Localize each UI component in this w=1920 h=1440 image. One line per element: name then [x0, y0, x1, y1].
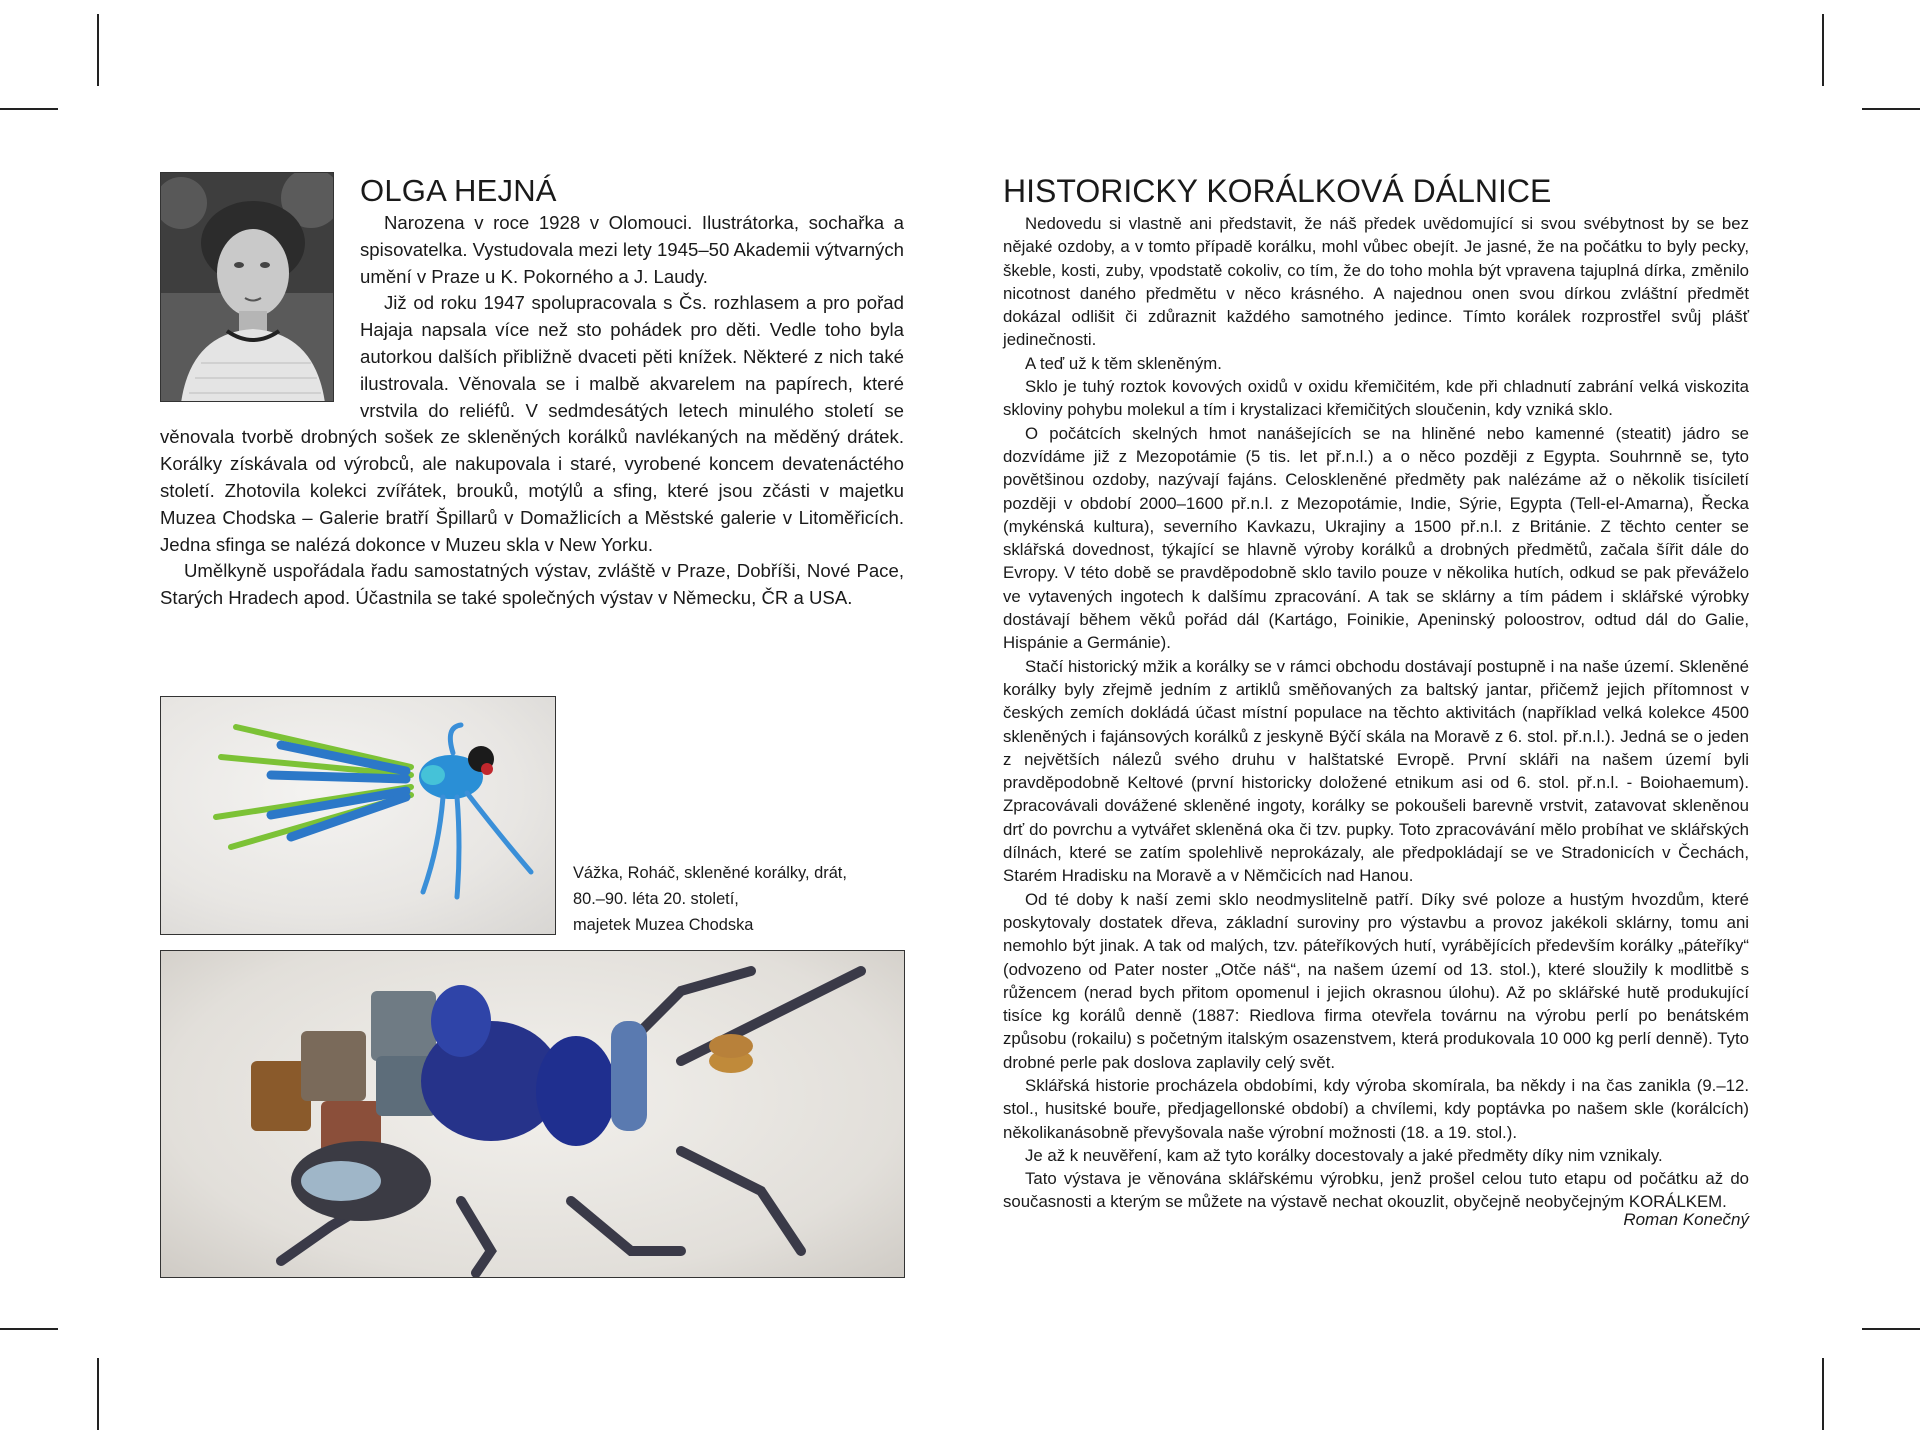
paragraph: Sklářská historie procházela obdobími, kdy výroba skomírala, ba někdy i na čas zanikla (9.–12. stol., husitské bouře, předjagellonské období) a chvílemi, kdy poptávka po našem skle (korálcích) několikanásobně převyšovala naše výrobní možnosti (18. a 19. stol.).	[1003, 1075, 1749, 1142]
paragraph: Od té doby k naší zemi sklo neodmyslitelně patří. Díky své poloze a hustým hvozdům, které poskytovaly dostatek dřeva, základní suroviny pro výstavbu a provoz jakékoli sklárny, tomu ani nemohlo být jinak. A tak od malých, tzv. páteříkových hutí, vyrábějících především korálky „páteříky“ (odvozeno od Pater noster „Otče náš“, na našem území od 13. stol.), které sloužily k modlitbě s růžencem (nerad bych přitom opomenul i jejich okrasnou úlohu). Až po sklářské hutě produkující tisíce kg korálů denně (1887: Riedlova firma otevřela továrnu na výrobu perlí po benátském způsobu (rokailu) s početným italským osazenstvem, která produkovala 10 000 kg perlí denně). Tyto drobné perle pak doslova zaplavily celý svět.	[1003, 889, 1749, 1072]
paragraph: Narozena v roce 1928 v Olomouci. Ilustrátorka, sochařka a spisovatelka. Vystudovala mezi lety 1945–50 Akademii výtvarných umění v Praze u K. Pokorného a J. Laudy.	[360, 212, 904, 287]
paragraph: Stačí historický mžik a korálky se v rámci obchodu dostávají postupně i na naše území. Skleněné korálky byly zřejmě jedním z artiklů směňovaných za baltský jantar, přičemž jejich přítomnost v českých zemích dokládá účast místní populace na těchto aktivitách (například velká kolekce 4500 skleněných i fajánsových korálků z jeskyně Býčí skála na Moravě z 6. stol. př.n.l.). Jedná se o jeden z největších nálezů svého druhu v halštatské Evropě. První skláři na našem území byli pravděpodobně Keltové (první historicky doložené etnikum asi od 6. stol. př.n.l. - Boiohaemum). Zpracovávali dovážené skleněné ingoty, korálky se pokoušeli barevně vrstvit, zatavovat skleněnou drť do povrchu a vytvářet skleněná oka či tzv. pupky. Toto zpracovávání mělo probíhat ve sklářských dílnách, které se zatím spolehlivě neprokázaly, ale předpokládají se ve Stradonicích v Čechách, Starém Hradisku na Moravě a v Němčicích nad Hanou.	[1003, 656, 1749, 886]
crop-mark	[1862, 108, 1920, 110]
author-section	[160, 172, 904, 612]
crop-mark	[97, 14, 99, 86]
paragraph: O počátcích skelných hmot nanášejících se na hliněné nebo kamenné (steatit) jádro se dozvídáme již z Mezopotámie (5 tis. let př.n.l.) a o něco později z Egypta. Souhrnně se, tyto povětšinou ozdoby, nazývají fajáns. Celoskleněné předměty pak nalézáme až o několik tisíciletí později v období 2000–1600 př.n.l. z Mezopotámie, Indie, Sýrie, Egypta (Tell-el-Amarna), Řecka (mykénská kultura), severního Kavkazu, Ukrajiny a 1500 př.n.l. z Británie. Z těchto center se sklářská dovednost, týkající se hlavně výroby korálků a drobných předmětů, začala šířit dále do Evropy. V této době se pravděpodobně sklo tavilo pouze v několika hutích, odkud se pak převáželo ve vytavených ingotech k dalšímu zpracování. A tak se sklárny a tím pádem i sklářské výrobky dostávají během věků pořád dál (Kartágo, Foinikie, Apeninský poloostrov, odtud dál do Galie, Hispánie a Germánie).	[1003, 423, 1749, 653]
crop-mark	[1822, 14, 1824, 86]
paragraph: Sklo je tuhý roztok kovových oxidů v oxidu křemičitém, kde při chladnutí zabrání velká viskozita skloviny pohybu molekul a tím i krystalizaci křemičitých sloučenin, kdy vzniká sklo.	[1003, 377, 1749, 420]
dragonfly-image	[161, 697, 556, 935]
crop-mark	[0, 1328, 58, 1330]
caption-line: Vážka, Roháč, skleněné korálky, drát,	[573, 864, 847, 882]
portrait-image	[161, 173, 334, 402]
crop-mark	[1822, 1358, 1824, 1430]
article-title: HISTORICKY KORÁLKOVÁ DÁLNICE	[1003, 173, 1552, 209]
author-name: OLGA HEJNÁ	[360, 173, 557, 208]
paragraph: Nedovedu si vlastně ani představit, že náš předek uvědomující si svou svébytnost by se bez nějaké ozdoby, a v tomto případě korálku, mohl vůbec obejít. Je jasné, že na počátku to byly pecky, škeble, kosti, zuby, vpodstatě cokoliv, co tím, že do toho mohla být vpravena tajuplná dírka, změnilo nicotnost daného předmětu v něco krásného. A najednou onen svou dírkou zvláštní předmět dokázal odlišit či zdůraznit každého samotného jedince. Tímto korálek rozprostřel svůj plášť jedinečnosti.	[1003, 214, 1749, 350]
author-signature: Roman Konečný	[1623, 1209, 1749, 1229]
crop-mark	[97, 1358, 99, 1430]
caption-line: 80.–90. léta 20. století,	[573, 890, 739, 908]
paragraph: A teď už k těm skleněným.	[1025, 353, 1222, 373]
paragraph: Je až k neuvěření, kam až tyto korálky docestovaly a jaké předměty díky nim vznikaly.	[1025, 1145, 1663, 1165]
crop-mark	[0, 108, 58, 110]
beetle-photo	[160, 950, 905, 1278]
beetle-image	[161, 951, 905, 1278]
crop-mark	[1862, 1328, 1920, 1330]
article-section	[1003, 172, 1749, 1230]
caption-line: majetek Muzea Chodska	[573, 916, 754, 934]
dragonfly-photo	[160, 696, 556, 935]
paragraph: Již od roku 1947 spolupracovala s Čs. rozhlasem a pro pořad Hajaja napsala více než sto pohádek pro děti. Vedle toho byla autorkou dalších přibližně dvaceti pěti knížek. Některé z nich také ilustrovala. Věnovala se i malbě akvarelem na papírech, které vrstvila do reliéfů. V sedmdesátých letech minulého století se věnovala tvorbě drobných sošek ze skleněných korálků navlékaných na měděný drátek. Korálky získávala od výrobců, ale nakupovala i staré, vyrobené koncem devatenáctého století. Zhotovila kolekci zvířátek, brouků, motýlů a sfing, které jsou zčásti v majetku Muzea Chodska – Galerie bratří Špillarů v Domažlicích a Městské galerie v Litoměřicích. Jedna sfinga se nalézá dokonce v Muzeu skla v New Yorku.	[160, 292, 904, 555]
paragraph: Tato výstava je věnována sklářskému výrobku, jenž prošel celou tuto etapu od počátku až do současnosti a kterým se můžete na výstavě nechat okouzlit, obyčejně neobyčejným KORÁLKEM.	[1003, 1169, 1749, 1212]
paragraph: Umělkyně uspořádala řadu samostatných výstav, zvláště v Praze, Dobříši, Nové Pace, Starých Hradech apod. Účastnila se také společných výstav v Německu, ČR a USA.	[160, 560, 904, 609]
photo-caption	[573, 860, 893, 938]
author-portrait	[160, 172, 334, 402]
